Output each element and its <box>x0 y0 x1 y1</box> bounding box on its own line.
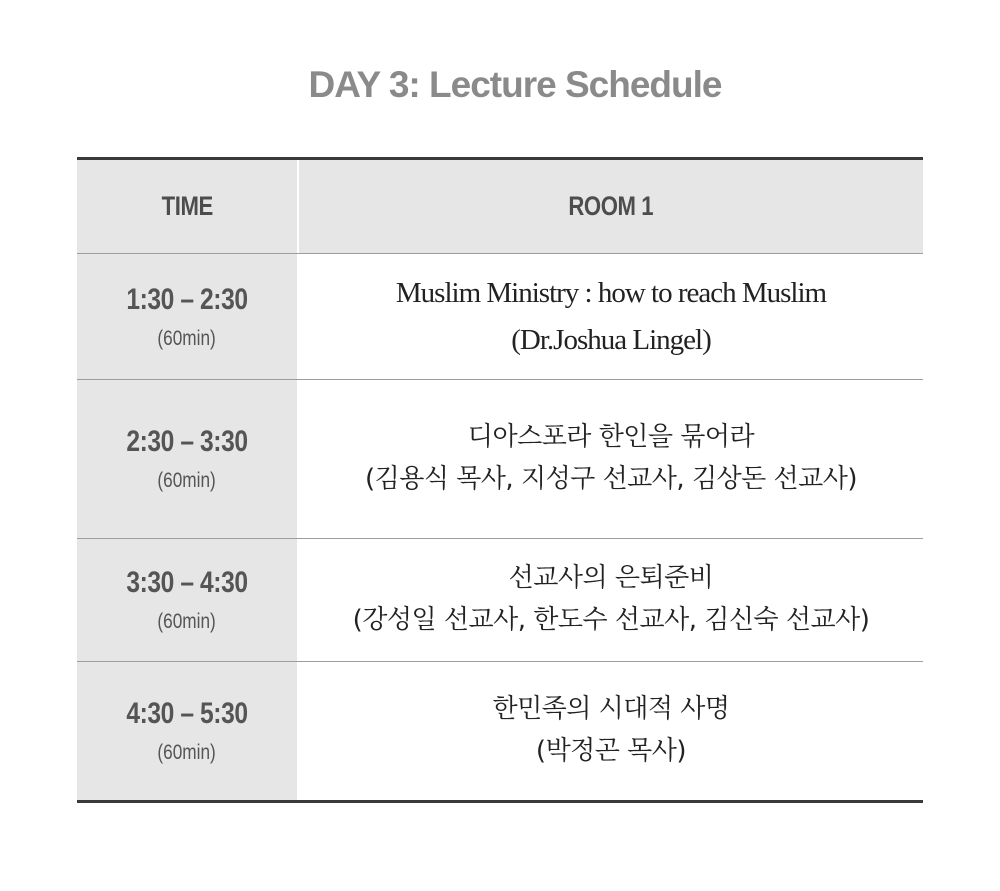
schedule-table <box>77 157 923 803</box>
page-title: DAY 3: Lecture Schedule <box>308 64 722 105</box>
duration: (60min) <box>157 741 217 764</box>
session-cell <box>299 380 923 538</box>
table-row <box>77 662 923 800</box>
session-cell <box>299 254 923 379</box>
session-cell <box>299 539 923 661</box>
time-cell <box>77 380 299 538</box>
duration: (60min) <box>157 610 217 633</box>
session-title: 한민족의 시대적 사명 <box>492 694 730 725</box>
room-header-cell <box>299 160 923 253</box>
session-speakers: (박정곤 목사) <box>535 736 687 766</box>
time-header-cell <box>77 160 299 253</box>
session-cell <box>299 662 923 800</box>
duration: (60min) <box>157 469 217 492</box>
session-speakers: (Dr.Joshua Lingel) <box>511 323 711 356</box>
time-range: 1:30 – 2:30 <box>126 282 248 316</box>
time-cell <box>77 662 299 800</box>
session-speakers: (강성일 선교사, 한도수 선교사, 김신숙 선교사) <box>352 605 870 635</box>
table-row <box>77 380 923 539</box>
table-header-row <box>77 160 923 254</box>
time-range: 3:30 – 4:30 <box>126 566 248 599</box>
table-row <box>77 254 923 380</box>
time-cell <box>77 539 299 661</box>
time-cell <box>77 254 299 379</box>
session-speakers: (김용식 목사, 지성구 선교사, 김상돈 선교사) <box>364 464 858 494</box>
room-header: ROOM 1 <box>568 191 654 221</box>
session-title: 디아스포라 한인을 묶어라 <box>467 422 755 453</box>
table-row <box>77 539 923 662</box>
time-range: 2:30 – 3:30 <box>126 425 248 458</box>
time-header: TIME <box>161 191 213 221</box>
time-range: 4:30 – 5:30 <box>126 697 248 730</box>
session-title: 선교사의 은퇴준비 <box>508 563 714 594</box>
session-title: Muslim Ministry : how to reach Muslim <box>395 277 827 310</box>
duration: (60min) <box>157 326 217 350</box>
